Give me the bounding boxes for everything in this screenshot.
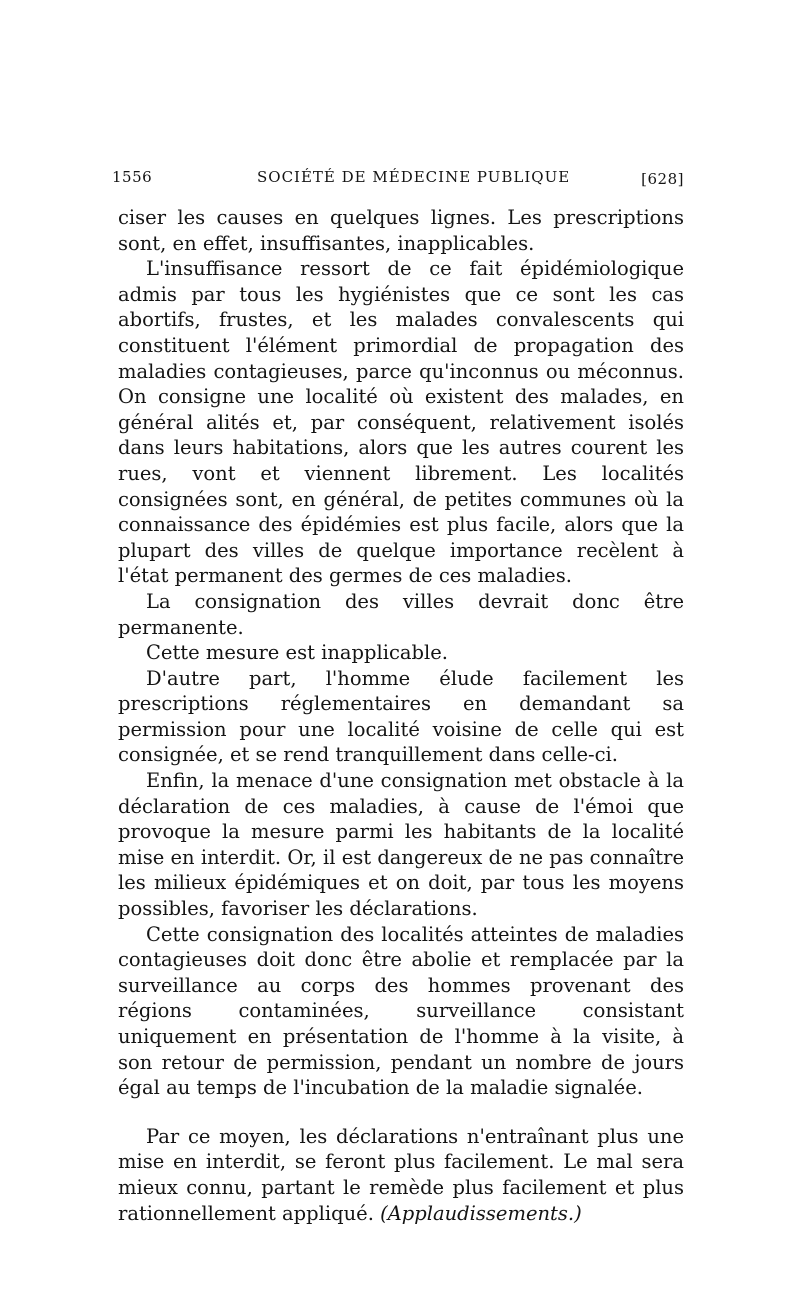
paragraph-enfin: Enfin, la menace d'une consignation met obstacle à la déclaration de ces maladies, à cause de l'émoi que provoque la mesure parmi les habitants de la localité mise en interdit. Or, il est dangereux de ne pas connaître les milieux épidémiques et on doit, par tous les moyens possibles, favoriser les déclarations. xyxy=(118,769,684,921)
running-title: SOCIÉTÉ DE MÉDECINE PUBLIQUE xyxy=(257,168,571,186)
paragraph-cette-consignation: Cette consignation des localités atteintes de maladies contagieuses doit donc être abolie et remplacée par la surveillance au corps des hommes provenant des régions contaminées, surveillance consistant uniquement en présentation de l'homme à la visite, à son retour de permission, pendant un nombre de jours égal au temps de l'incubation de la maladie signalée. xyxy=(118,922,684,1100)
paragraph-gap xyxy=(118,1101,684,1124)
paragraph-par-ce-moyen-text: Par ce moyen, les déclarations n'entraînant plus une mise en interdit, se feront plus facilement. Le mal sera mieux connu, partant le remède plus facilement et plus rationnellement appliqué. xyxy=(118,1124,684,1225)
paragraph-consignation-villes: La consignation des villes devrait donc être permanente. xyxy=(118,589,684,639)
page-header xyxy=(112,168,684,194)
page-number: 1556 xyxy=(112,168,153,186)
paragraph-autre-part: D'autre part, l'homme élude facilement les prescriptions réglementaires en demandant sa permission pour une localité voisine de celle qui est consignée, et se rend tranquillement dans celle-ci. xyxy=(118,666,684,767)
body-text xyxy=(118,205,684,1226)
paragraph-insufficiency: L'insuffisance ressort de ce fait épidémiologique admis par tous les hygiénistes que ce sont les cas abortifs, frustes, et les malades convalescents qui constituent l'élément primordial de propagation des maladies contagieuses, parce qu'inconnus ou méconnus. On consigne une localité où existent des malades, en général alités et, par conséquent, relativement isolés dans leurs habitations, alors que les autres courent les rues, vont et viennent librement. Les localités consignées sont, en général, de petites communes où la connaissance des épidémies est plus facile, alors que la plupart des villes de quelque importance recèlent à l'état permanent des germes de ces maladies. xyxy=(118,257,684,588)
bracket-page-number: [628] xyxy=(641,170,684,188)
applause-note: (Applaudissements.) xyxy=(380,1201,582,1225)
paragraph-mesure-inapplicable: Cette mesure est inapplicable. xyxy=(146,641,448,665)
paragraph-continuation: ciser les causes en quelques lignes. Les prescriptions sont, en effet, insuffisantes, inapplicables. xyxy=(118,206,684,255)
paragraph-par-ce-moyen xyxy=(118,1124,684,1226)
